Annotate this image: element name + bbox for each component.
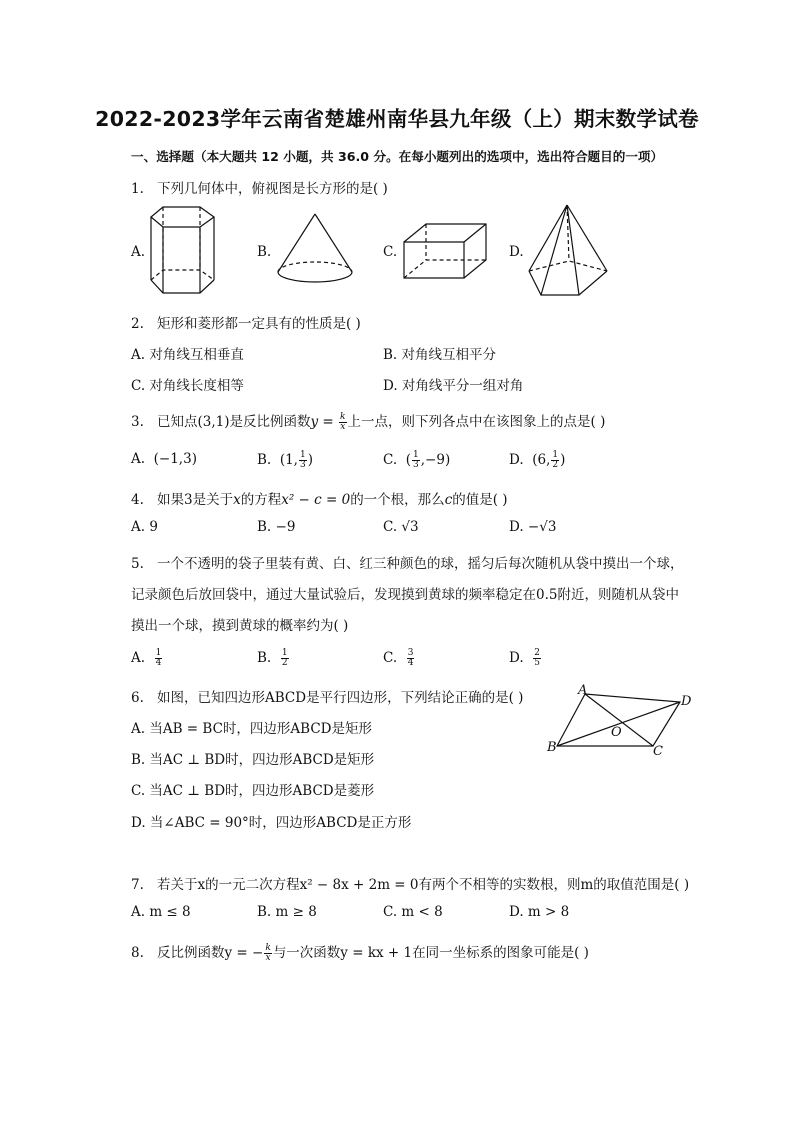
- question-text-end: 上一点，则下列各点中在该图象上的点是( ): [347, 414, 606, 430]
- question-3: [131, 410, 605, 432]
- option-label: B.: [257, 650, 272, 666]
- vertex-c-label: C: [653, 744, 663, 759]
- option-a: A. m ≤ 8: [131, 904, 191, 920]
- question-number: 3.: [131, 414, 144, 430]
- cuboid-figure: [402, 222, 492, 282]
- section-heading: 一、选择题（本大题共 12 小题，共 36.0 分。在每小题列出的选项中，选出符合题目的一项）: [131, 149, 664, 164]
- fraction-denominator: 4: [155, 658, 162, 668]
- fraction-numerator: k: [340, 412, 346, 422]
- option-value-end: ): [560, 452, 566, 468]
- fraction-numerator: 3: [407, 648, 414, 658]
- fraction-denominator: 2: [552, 460, 559, 470]
- question-text: 如图，已知四边形ABCD是平行四边形，下列结论正确的是( ): [157, 690, 524, 706]
- center-o-label: O: [611, 725, 622, 740]
- option-a: A. 对角线互相垂直: [131, 347, 244, 363]
- option-value: (6,: [532, 452, 551, 468]
- fraction: [281, 649, 289, 668]
- question-number: 5.: [131, 556, 144, 572]
- option-label: D.: [509, 452, 524, 468]
- page-title: 2022-2023学年云南省楚雄州南华县九年级（上）期末数学试卷: [95, 107, 699, 131]
- question-4: [131, 488, 508, 508]
- fraction: [299, 451, 307, 470]
- option-value-end: ,−9): [420, 452, 451, 468]
- fraction-numerator: 1: [281, 648, 288, 658]
- question-text-end: 的值是( ): [452, 492, 508, 508]
- option-a: A. 当AB = BC时，四边形ABCD是矩形: [131, 721, 372, 737]
- option-b-label: B.: [257, 244, 272, 260]
- question-text-mid: 的方程: [240, 492, 282, 508]
- option-c: C. m < 8: [383, 904, 443, 920]
- question-number: 2.: [131, 316, 144, 332]
- question-number: 7.: [131, 877, 144, 893]
- vertex-d-label: D: [681, 694, 692, 709]
- option-label: B.: [257, 452, 272, 468]
- option-b: B. 对角线互相平分: [383, 347, 497, 363]
- option-b: B. 当AC ⊥ BD时，四边形ABCD是矩形: [131, 752, 375, 768]
- function-expression: y =: [310, 414, 339, 430]
- question-text: 如果3是关于: [157, 492, 234, 508]
- vertex-b-label: B: [547, 740, 557, 755]
- fraction: [412, 451, 420, 470]
- vertex-a-label: A: [578, 683, 588, 698]
- option-b: [257, 451, 313, 470]
- parallelogram-figure: [545, 680, 695, 760]
- fraction: [407, 649, 415, 668]
- question-text-line1: 一个不透明的袋子里装有黄、白、红三种颜色的球，摇匀后每次随机从袋中摸出一个球，: [157, 556, 684, 572]
- fraction-denominator: x: [340, 422, 346, 432]
- question-text: 下列几何体中，俯视图是长方形的是( ): [157, 181, 388, 197]
- option-c: C. 对角线长度相等: [131, 378, 244, 394]
- variable-c: c: [444, 492, 453, 508]
- cone-figure: [275, 212, 360, 284]
- option-d: D. 当∠ABC = 90°时，四边形ABCD是正方形: [131, 815, 412, 831]
- question-6: [131, 686, 523, 706]
- question-text-mid2: 的一个根，那么: [350, 492, 445, 508]
- fraction-numerator: 2: [534, 648, 540, 658]
- option-value: (1,: [279, 452, 298, 468]
- option-c: C. √3: [383, 519, 419, 535]
- fraction-numerator: 1: [155, 648, 162, 658]
- option-b: B. −9: [257, 519, 296, 535]
- question-7: [131, 873, 689, 893]
- fraction-denominator: 3: [413, 460, 419, 470]
- question-1: [131, 177, 388, 197]
- option-label: A.: [131, 451, 146, 467]
- question-number: 4.: [131, 492, 144, 508]
- option-value-end: ): [307, 452, 313, 468]
- fraction-denominator: 4: [407, 658, 414, 668]
- fraction-numerator: 1: [552, 450, 559, 460]
- option-d: [509, 451, 565, 470]
- question-number: 6.: [131, 690, 144, 706]
- option-b: B. m ≥ 8: [257, 904, 317, 920]
- question-5-line3: 摸出一个球，摸到黄球的概率约为( ): [131, 618, 349, 634]
- option-d: D. −√3: [509, 519, 557, 535]
- option-d: [509, 649, 542, 668]
- question-2: [131, 312, 361, 332]
- variable-x: x: [233, 492, 241, 508]
- fraction-denominator: 2: [281, 658, 288, 668]
- option-d: D. m > 8: [509, 904, 570, 920]
- fraction: [264, 944, 271, 963]
- pentagonal-pyramid-figure: [527, 203, 612, 298]
- option-d: D. 对角线平分一组对角: [383, 378, 524, 394]
- question-text: 矩形和菱形都一定具有的性质是( ): [157, 316, 361, 332]
- option-a: [131, 451, 197, 467]
- option-a: [131, 649, 163, 668]
- question-number: 8.: [131, 945, 144, 961]
- option-c: [383, 451, 450, 470]
- option-label: C.: [383, 650, 398, 666]
- option-a-label: A.: [131, 244, 146, 260]
- fraction: [551, 451, 559, 470]
- option-d-label: D.: [509, 244, 524, 260]
- fraction-denominator: 5: [534, 658, 540, 668]
- fraction: [533, 649, 541, 668]
- hexagonal-prism-figure: [148, 205, 223, 300]
- fraction-denominator: x: [265, 953, 271, 963]
- fraction-numerator: 1: [299, 450, 306, 460]
- question-text-end: 与一次函数y = kx + 1在同一坐标系的图象可能是( ): [272, 945, 589, 961]
- option-b: [257, 649, 290, 668]
- question-8: [131, 941, 589, 963]
- question-text: 反比例函数y = −: [157, 945, 264, 961]
- option-a: A. 9: [131, 519, 158, 535]
- option-c-label: C.: [383, 244, 398, 260]
- option-c: C. 当AC ⊥ BD时，四边形ABCD是菱形: [131, 783, 375, 799]
- question-text: 若关于x的一元二次方程x² − 8x + 2m = 0有两个不相等的实数根，则m的取值范围是( ): [157, 877, 690, 893]
- fraction-numerator: 1: [413, 450, 419, 460]
- question-5-line2: 记录颜色后放回袋中，通过大量试验后，发现摸到黄球的频率稳定在0.5附近，则随机从袋中: [131, 587, 679, 603]
- fraction: [339, 413, 346, 432]
- question-text: 已知点(3,1)是反比例函数: [157, 414, 311, 430]
- option-value: (−1,3): [153, 451, 197, 467]
- question-number: 1.: [131, 181, 144, 197]
- option-value: (: [405, 452, 412, 468]
- option-label: C.: [383, 452, 398, 468]
- fraction: [155, 649, 163, 668]
- fraction-numerator: k: [265, 943, 271, 953]
- equation: x² − c = 0: [281, 492, 351, 508]
- fraction-denominator: 3: [299, 460, 306, 470]
- option-label: A.: [131, 650, 146, 666]
- question-5: [131, 552, 684, 572]
- option-label: D.: [509, 650, 524, 666]
- option-c: [383, 649, 415, 668]
